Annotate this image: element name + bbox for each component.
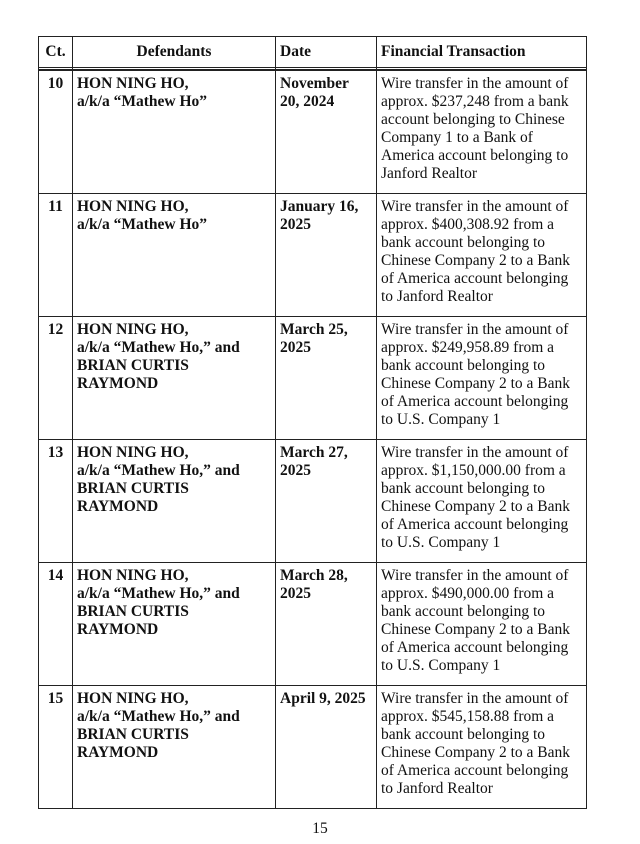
transaction-line: Wire transfer in the amount of (381, 321, 569, 338)
defendant-line: RAYMOND (77, 621, 159, 638)
transaction-line: approx. $545,158.88 from a (381, 708, 555, 725)
count-number: 10 (39, 70, 73, 194)
defendant-line: BRIAN CURTIS (77, 357, 189, 374)
date-cell (276, 194, 377, 317)
defendant-line: RAYMOND (77, 375, 159, 392)
transaction-line: bank account belonging to (381, 234, 545, 251)
transaction-line: to U.S. Company 1 (381, 657, 501, 674)
defendant-line: a/k/a “Mathew Ho,” and (77, 708, 240, 725)
count-number: 13 (39, 440, 73, 563)
transaction-line: Wire transfer in the amount of (381, 198, 569, 215)
transaction-line: of America account belonging (381, 270, 569, 287)
transaction-line: Wire transfer in the amount of (381, 444, 569, 461)
date-cell (276, 317, 377, 440)
transaction-line: Company 1 to a Bank of (381, 129, 533, 146)
page-number: 15 (312, 820, 328, 837)
table-row (39, 440, 587, 563)
transaction-line: Wire transfer in the amount of (381, 567, 569, 584)
counts-table (38, 36, 587, 809)
transaction-line: to Janford Realtor (381, 780, 493, 797)
defendant-line: BRIAN CURTIS (77, 480, 189, 497)
date-line: 2025 (280, 339, 311, 356)
defendant-line: HON NING HO, (77, 567, 189, 584)
defendant-line: BRIAN CURTIS (77, 726, 189, 743)
date-line: November (280, 75, 349, 92)
defendants-cell (73, 194, 276, 317)
transaction-line: to U.S. Company 1 (381, 411, 501, 428)
table-body (39, 70, 587, 809)
transaction-line: bank account belonging to (381, 726, 545, 743)
defendant-line: HON NING HO, (77, 321, 189, 338)
transaction-line: approx. $1,150,000.00 from a (381, 462, 566, 479)
defendant-line: RAYMOND (77, 744, 159, 761)
transaction-line: approx. $249,958.89 from a (381, 339, 555, 356)
defendant-line: HON NING HO, (77, 444, 189, 461)
transaction-line: of America account belonging (381, 393, 569, 410)
defendant-line: HON NING HO, (77, 75, 189, 92)
date-line: 2025 (280, 585, 311, 602)
transaction-line: Janford Realtor (381, 165, 477, 182)
count-number: 14 (39, 563, 73, 686)
table-row (39, 194, 587, 317)
table-header-row (39, 37, 587, 68)
defendant-line: HON NING HO, (77, 198, 189, 215)
transaction-line: to U.S. Company 1 (381, 534, 501, 551)
transaction-line: America account belonging to (381, 147, 569, 164)
transaction-line: account belonging to Chinese (381, 111, 565, 128)
defendant-line: a/k/a “Mathew Ho” (77, 93, 208, 110)
count-number: 12 (39, 317, 73, 440)
date-cell (276, 440, 377, 563)
header-transaction: Financial Transaction (377, 37, 587, 68)
date-line: March 27, (280, 444, 348, 461)
transaction-line: Wire transfer in the amount of (381, 690, 569, 707)
date-line: April 9, 2025 (280, 690, 366, 707)
table-row (39, 563, 587, 686)
transaction-cell (377, 686, 587, 809)
defendant-line: a/k/a “Mathew Ho” (77, 216, 208, 233)
transaction-line: of America account belonging (381, 639, 569, 656)
table-row (39, 317, 587, 440)
transaction-line: of America account belonging (381, 762, 569, 779)
defendant-line: a/k/a “Mathew Ho,” and (77, 585, 240, 602)
transaction-line: bank account belonging to (381, 603, 545, 620)
date-line: 2025 (280, 462, 311, 479)
count-number: 11 (39, 194, 73, 317)
count-number: 15 (39, 686, 73, 809)
transaction-line: approx. $490,000.00 from a (381, 585, 555, 602)
table-row (39, 686, 587, 809)
transaction-line: approx. $400,308.92 from a (381, 216, 555, 233)
date-line: March 28, (280, 567, 348, 584)
defendant-line: HON NING HO, (77, 690, 189, 707)
transaction-line: of America account belonging (381, 516, 569, 533)
date-line: 20, 2024 (280, 93, 335, 110)
date-line: 2025 (280, 216, 311, 233)
date-cell (276, 70, 377, 194)
defendant-line: a/k/a “Mathew Ho,” and (77, 339, 240, 356)
transaction-line: Chinese Company 2 to a Bank (381, 744, 570, 761)
header-date: Date (276, 37, 377, 68)
table-row (39, 70, 587, 194)
transaction-cell (377, 194, 587, 317)
transaction-line: Chinese Company 2 to a Bank (381, 252, 570, 269)
transaction-cell (377, 317, 587, 440)
defendants-cell (73, 686, 276, 809)
defendant-line: a/k/a “Mathew Ho,” and (77, 462, 240, 479)
transaction-line: Chinese Company 2 to a Bank (381, 498, 570, 515)
defendants-cell (73, 440, 276, 563)
defendants-cell (73, 70, 276, 194)
transaction-line: Chinese Company 2 to a Bank (381, 375, 570, 392)
transaction-line: Wire transfer in the amount of (381, 75, 569, 92)
transaction-line: approx. $237,248 from a bank (381, 93, 569, 110)
header-count: Ct. (39, 37, 73, 68)
date-cell (276, 686, 377, 809)
transaction-cell (377, 440, 587, 563)
transaction-cell (377, 563, 587, 686)
header-defendants: Defendants (73, 37, 276, 68)
defendants-cell (73, 317, 276, 440)
date-line: March 25, (280, 321, 348, 338)
date-cell (276, 563, 377, 686)
transaction-line: to Janford Realtor (381, 288, 493, 305)
transaction-line: bank account belonging to (381, 480, 545, 497)
transaction-line: Chinese Company 2 to a Bank (381, 621, 570, 638)
defendants-cell (73, 563, 276, 686)
defendant-line: BRIAN CURTIS (77, 603, 189, 620)
defendant-line: RAYMOND (77, 498, 159, 515)
transaction-line: bank account belonging to (381, 357, 545, 374)
date-line: January 16, (280, 198, 359, 215)
transaction-cell (377, 70, 587, 194)
